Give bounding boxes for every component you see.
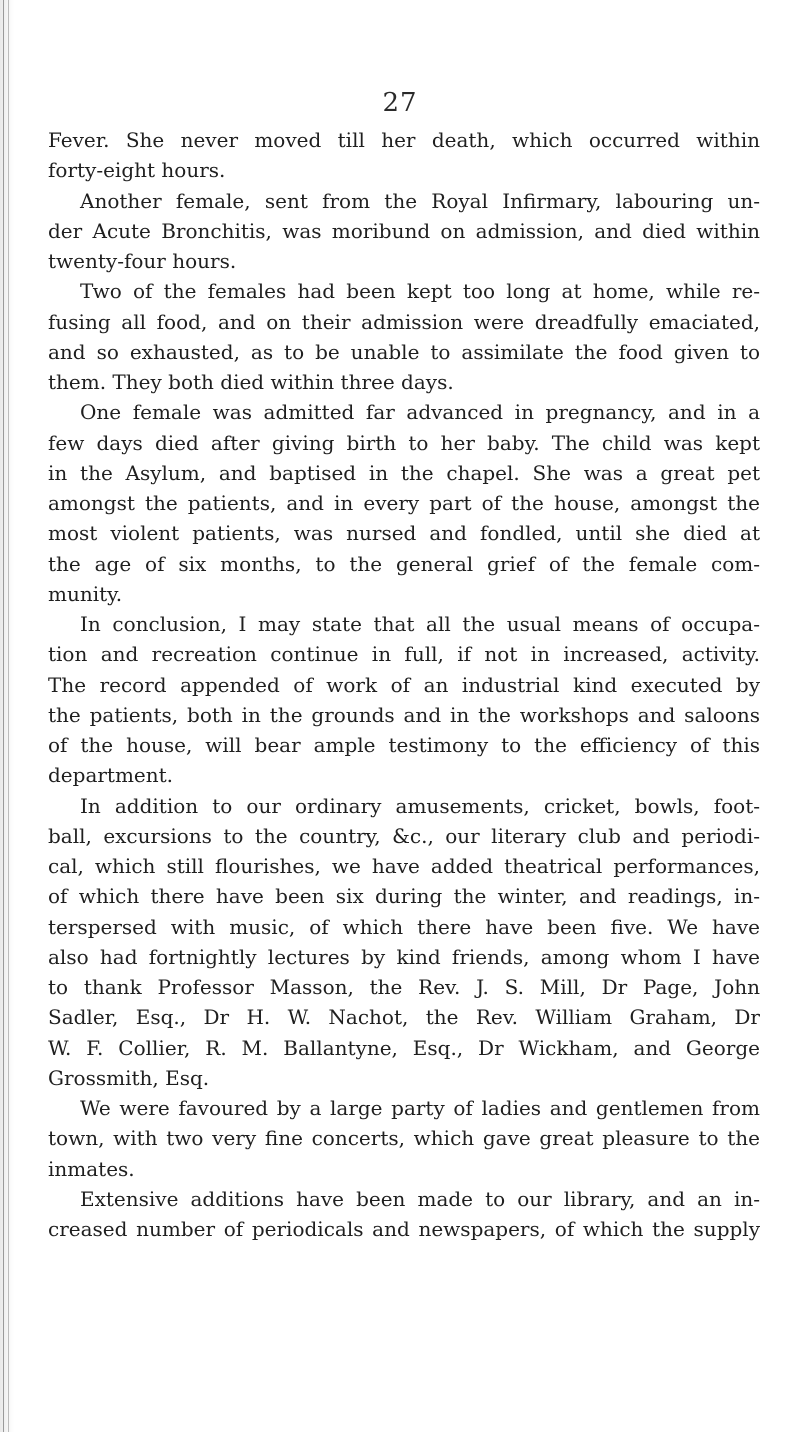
page-binding-edge [0,0,14,1432]
text-line: forty-eight hours. [48,158,226,183]
text-line: In addition to our ordinary amusements, cricket, bowls, foot- [80,793,760,818]
text-line: We were favoured by a large party of ladies and gentlemen from [80,1096,760,1120]
text-line: and so exhausted, as to be unable to assimilate the food given to [48,339,760,364]
text-line: One female was admitted far advanced in pregnancy, and in a [80,400,760,425]
text-line: creased number of periodicals and newspapers, of which the supply [48,1217,760,1241]
text-line: inmates. [48,1156,135,1181]
text-line: in the Asylum, and baptised in the chapel. She was a great pet [48,460,760,485]
text-line: The record appended of work of an industrial kind executed by [48,672,760,697]
page-number: 27 [382,88,418,118]
text-line: munity. [48,581,123,606]
text-line: of the house, will bear ample testimony to the efficiency of this [48,733,760,757]
text-line: In conclusion, I may state that all the usual means of occupa- [80,612,760,636]
text-line: to thank Professor Masson, the Rev. J. S. Mill, Dr Page, John [48,975,760,999]
text-line: tion and recreation continue in full, if not in increased, activity. [48,642,760,667]
text-line: Sadler, Esq., Dr H. W. Nachot, the Rev. William Graham, Dr [48,1005,760,1030]
text-line: W. F. Collier, R. M. Ballantyne, Esq., Dr Wickham, and George [48,1035,760,1060]
body-text [48,125,760,1244]
text-line: Another female, sent from the Royal Infirmary, labouring un- [80,188,760,213]
text-line: Fever. She never moved till her death, which occurred within [48,128,760,152]
text-line: Grossmith, Esq. [48,1065,210,1090]
text-line: town, with two very fine concerts, which gave great pleasure to the [48,1126,760,1151]
text-line: fusing all food, and on their admission were dreadfully emaciated, [48,309,760,334]
text-line: amongst the patients, and in every part of the house, amongst the [48,491,760,515]
text-line: the patients, both in the grounds and in the workshops and saloons [48,702,760,727]
text-line: of which there have been six during the winter, and readings, in- [48,884,760,909]
text-line: cal, which still flourishes, we have added theatrical performances, [48,854,760,878]
text-line: terspersed with music, of which there have been five. We have [48,914,760,939]
text-line: twenty-four hours. [48,249,237,273]
text-line: them. They both died within three days. [48,370,454,394]
binding-line [8,0,9,1432]
text-line: the age of six months, to the general grief of the female com- [48,551,760,576]
binding-line [3,0,4,1432]
text-line: few days died after giving birth to her baby. The child was kept [48,430,760,455]
text-line: also had fortnightly lectures by kind friends, among whom I have [48,944,760,969]
text-line: Extensive additions have been made to our library, and an in- [80,1186,760,1211]
text-line: ball, excursions to the country, &c., our literary club and periodi- [48,823,760,848]
text-line: most violent patients, was nursed and fondled, until she died at [48,521,760,546]
text-line: Two of the females had been kept too long at home, while re- [80,279,760,304]
text-line: der Acute Bronchitis, was moribund on admission, and died within [48,218,760,243]
text-line: department. [48,763,174,788]
